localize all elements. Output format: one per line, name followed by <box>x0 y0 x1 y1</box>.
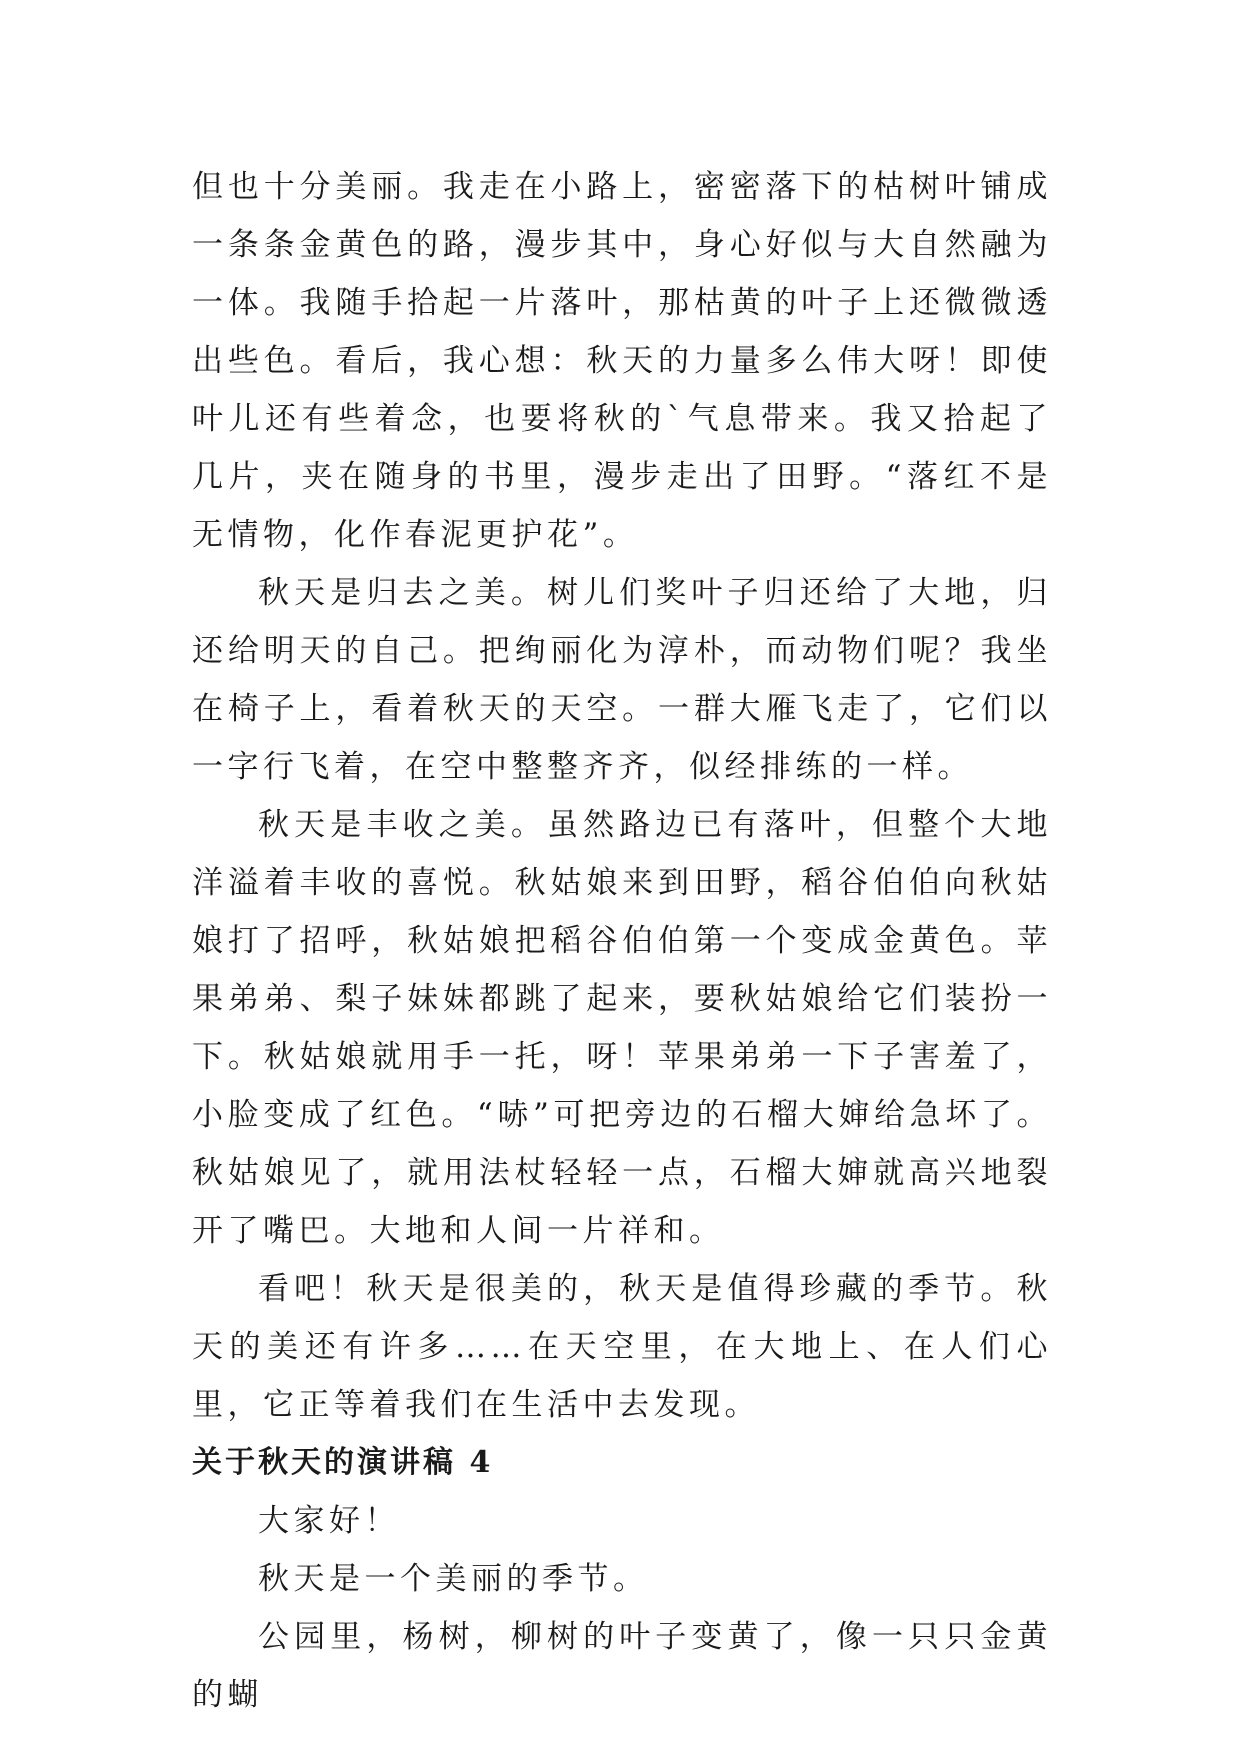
paragraph-greeting: 大家好！ <box>258 1503 400 1539</box>
paragraph-park: 公园里，杨树，柳树的叶子变黄了，像一只只金黄的蝴 <box>192 1619 1052 1713</box>
paragraph-intro: 秋天是一个美丽的季节。 <box>258 1561 649 1597</box>
document-page <box>192 158 1052 1724</box>
paragraph-harvest-beauty: 秋天是丰收之美。虽然路边已有落叶，但整个大地洋溢着丰收的喜悦。秋姑娘来到田野，稻谷伯伯向秋姑娘打了招呼，秋姑娘把稻谷伯伯第一个变成金黄色。苹果弟弟、梨子妹妹都跳了起来，要秋姑娘给它们装扮一下。秋姑娘就用手一托，呀！苹果弟弟一下子害羞了，小脸变成了红色。“哧”可把旁边的石榴大婶给急坏了。秋姑娘见了，就用法杖轻轻一点，石榴大婶就高兴地裂开了嘴巴。大地和人间一片祥和。 <box>192 807 1052 1249</box>
paragraph-conclusion: 看吧！秋天是很美的，秋天是值得珍藏的季节。秋天的美还有许多……在天空里，在大地上、在人们心里，它正等着我们在生活中去发现。 <box>192 1271 1052 1423</box>
paragraph-continuation: 但也十分美丽。我走在小路上，密密落下的枯树叶铺成一条条金黄色的路，漫步其中，身心好似与大自然融为一体。我随手拾起一片落叶，那枯黄的叶子上还微微透出些色。看后，我心想：秋天的力量多么伟大呀！即使叶儿还有些着念，也要将秋的`气息带来。我又拾起了几片，夹在随身的书里，漫步走出了田野。“落红不是无情物，化作春泥更护花”。 <box>192 169 1052 553</box>
paragraph-return-beauty: 秋天是归去之美。树儿们奖叶子归还给了大地，归还给明天的自己。把绚丽化为淳朴，而动物们呢？我坐在椅子上，看着秋天的天空。一群大雁飞走了，它们以一字行飞着，在空中整整齐齐，似经排练的一样。 <box>192 575 1052 785</box>
section-title: 关于秋天的演讲稿 4 <box>192 1445 494 1480</box>
